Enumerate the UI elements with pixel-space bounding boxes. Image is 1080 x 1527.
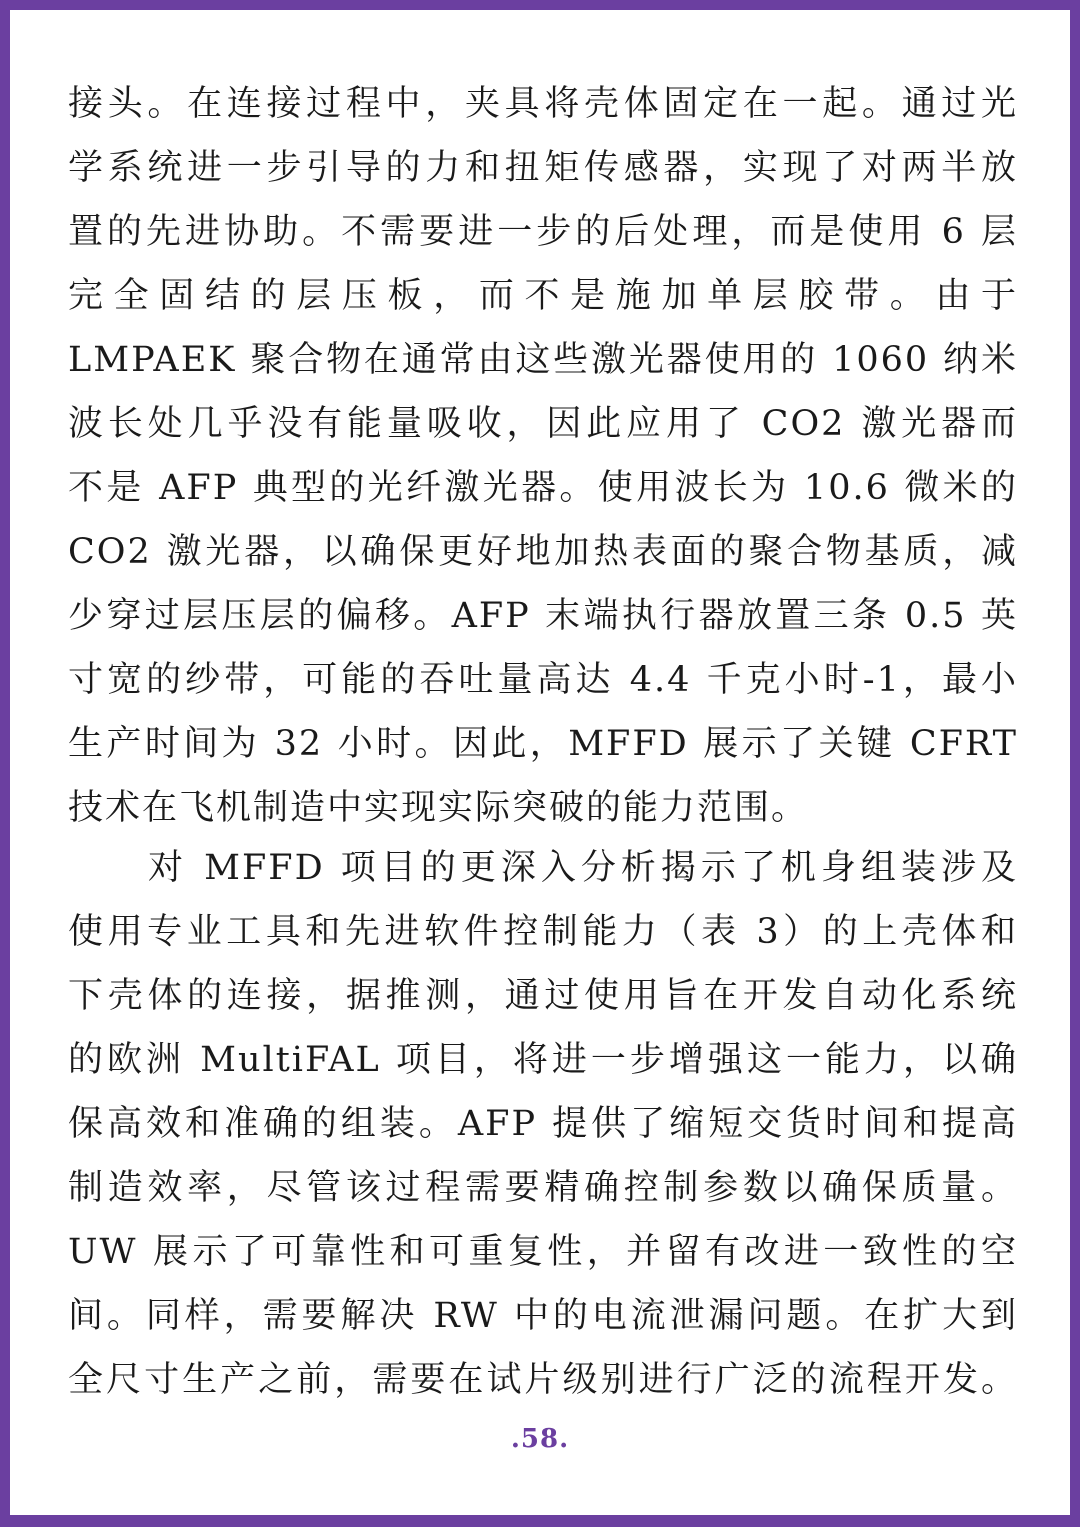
paragraph-line: 全尺寸生产之前，需要在试片级别进行广泛的流程开发。 — [68, 1360, 1018, 1400]
paragraph-2 — [68, 836, 1018, 1412]
paragraph-line: 下壳体的连接，据推测，通过使用旨在开发自动化系统 — [68, 976, 1018, 1016]
paragraph-1 — [68, 72, 1018, 840]
paragraph-line: 寸宽的纱带，可能的吞吐量高达 4.4 千克小时-1，最小 — [68, 660, 1018, 700]
paragraph-line: 制造效率，尽管该过程需要精确控制参数以确保质量。 — [68, 1168, 1018, 1208]
paragraph-line: 少穿过层压层的偏移。AFP 末端执行器放置三条 0.5 英 — [68, 596, 1018, 636]
paragraph-line: 接头。在连接过程中，夹具将壳体固定在一起。通过光 — [68, 84, 1018, 124]
paragraph-line: 对 MFFD 项目的更深入分析揭示了机身组装涉及 — [68, 848, 1018, 888]
paragraph-line: 置的先进协助。不需要进一步的后处理，而是使用 6 层 — [68, 212, 1018, 252]
paragraph-line: LMPAEK 聚合物在通常由这些激光器使用的 1060 纳米 — [68, 340, 1018, 380]
page-number: .58. — [510, 1424, 570, 1454]
paragraph-line: UW 展示了可靠性和可重复性，并留有改进一致性的空 — [68, 1232, 1018, 1272]
paragraph-line: 的欧洲 MultiFAL 项目，将进一步增强这一能力，以确 — [68, 1040, 1018, 1080]
paragraph-line: 保高效和准确的组装。AFP 提供了缩短交货时间和提高 — [68, 1104, 1018, 1144]
paragraph-line: 学系统进一步引导的力和扭矩传感器，实现了对两半放 — [68, 148, 1018, 188]
paragraph-line: 使用专业工具和先进软件控制能力（表 3）的上壳体和 — [68, 912, 1018, 952]
paragraph-line: 间。同样，需要解决 RW 中的电流泄漏问题。在扩大到 — [68, 1296, 1018, 1336]
paragraph-line: 完全固结的层压板，而不是施加单层胶带。由于 — [68, 276, 1018, 316]
paragraph-line: CO2 激光器，以确保更好地加热表面的聚合物基质，减 — [68, 532, 1018, 572]
paragraph-line: 技术在飞机制造中实现实际突破的能力范围。 — [68, 788, 809, 828]
paragraph-line: 波长处几乎没有能量吸收，因此应用了 CO2 激光器而 — [68, 404, 1018, 444]
paragraph-line: 生产时间为 32 小时。因此，MFFD 展示了关键 CFRT — [68, 724, 1018, 764]
paragraph-line: 不是 AFP 典型的光纤激光器。使用波长为 10.6 微米的 — [68, 468, 1018, 508]
